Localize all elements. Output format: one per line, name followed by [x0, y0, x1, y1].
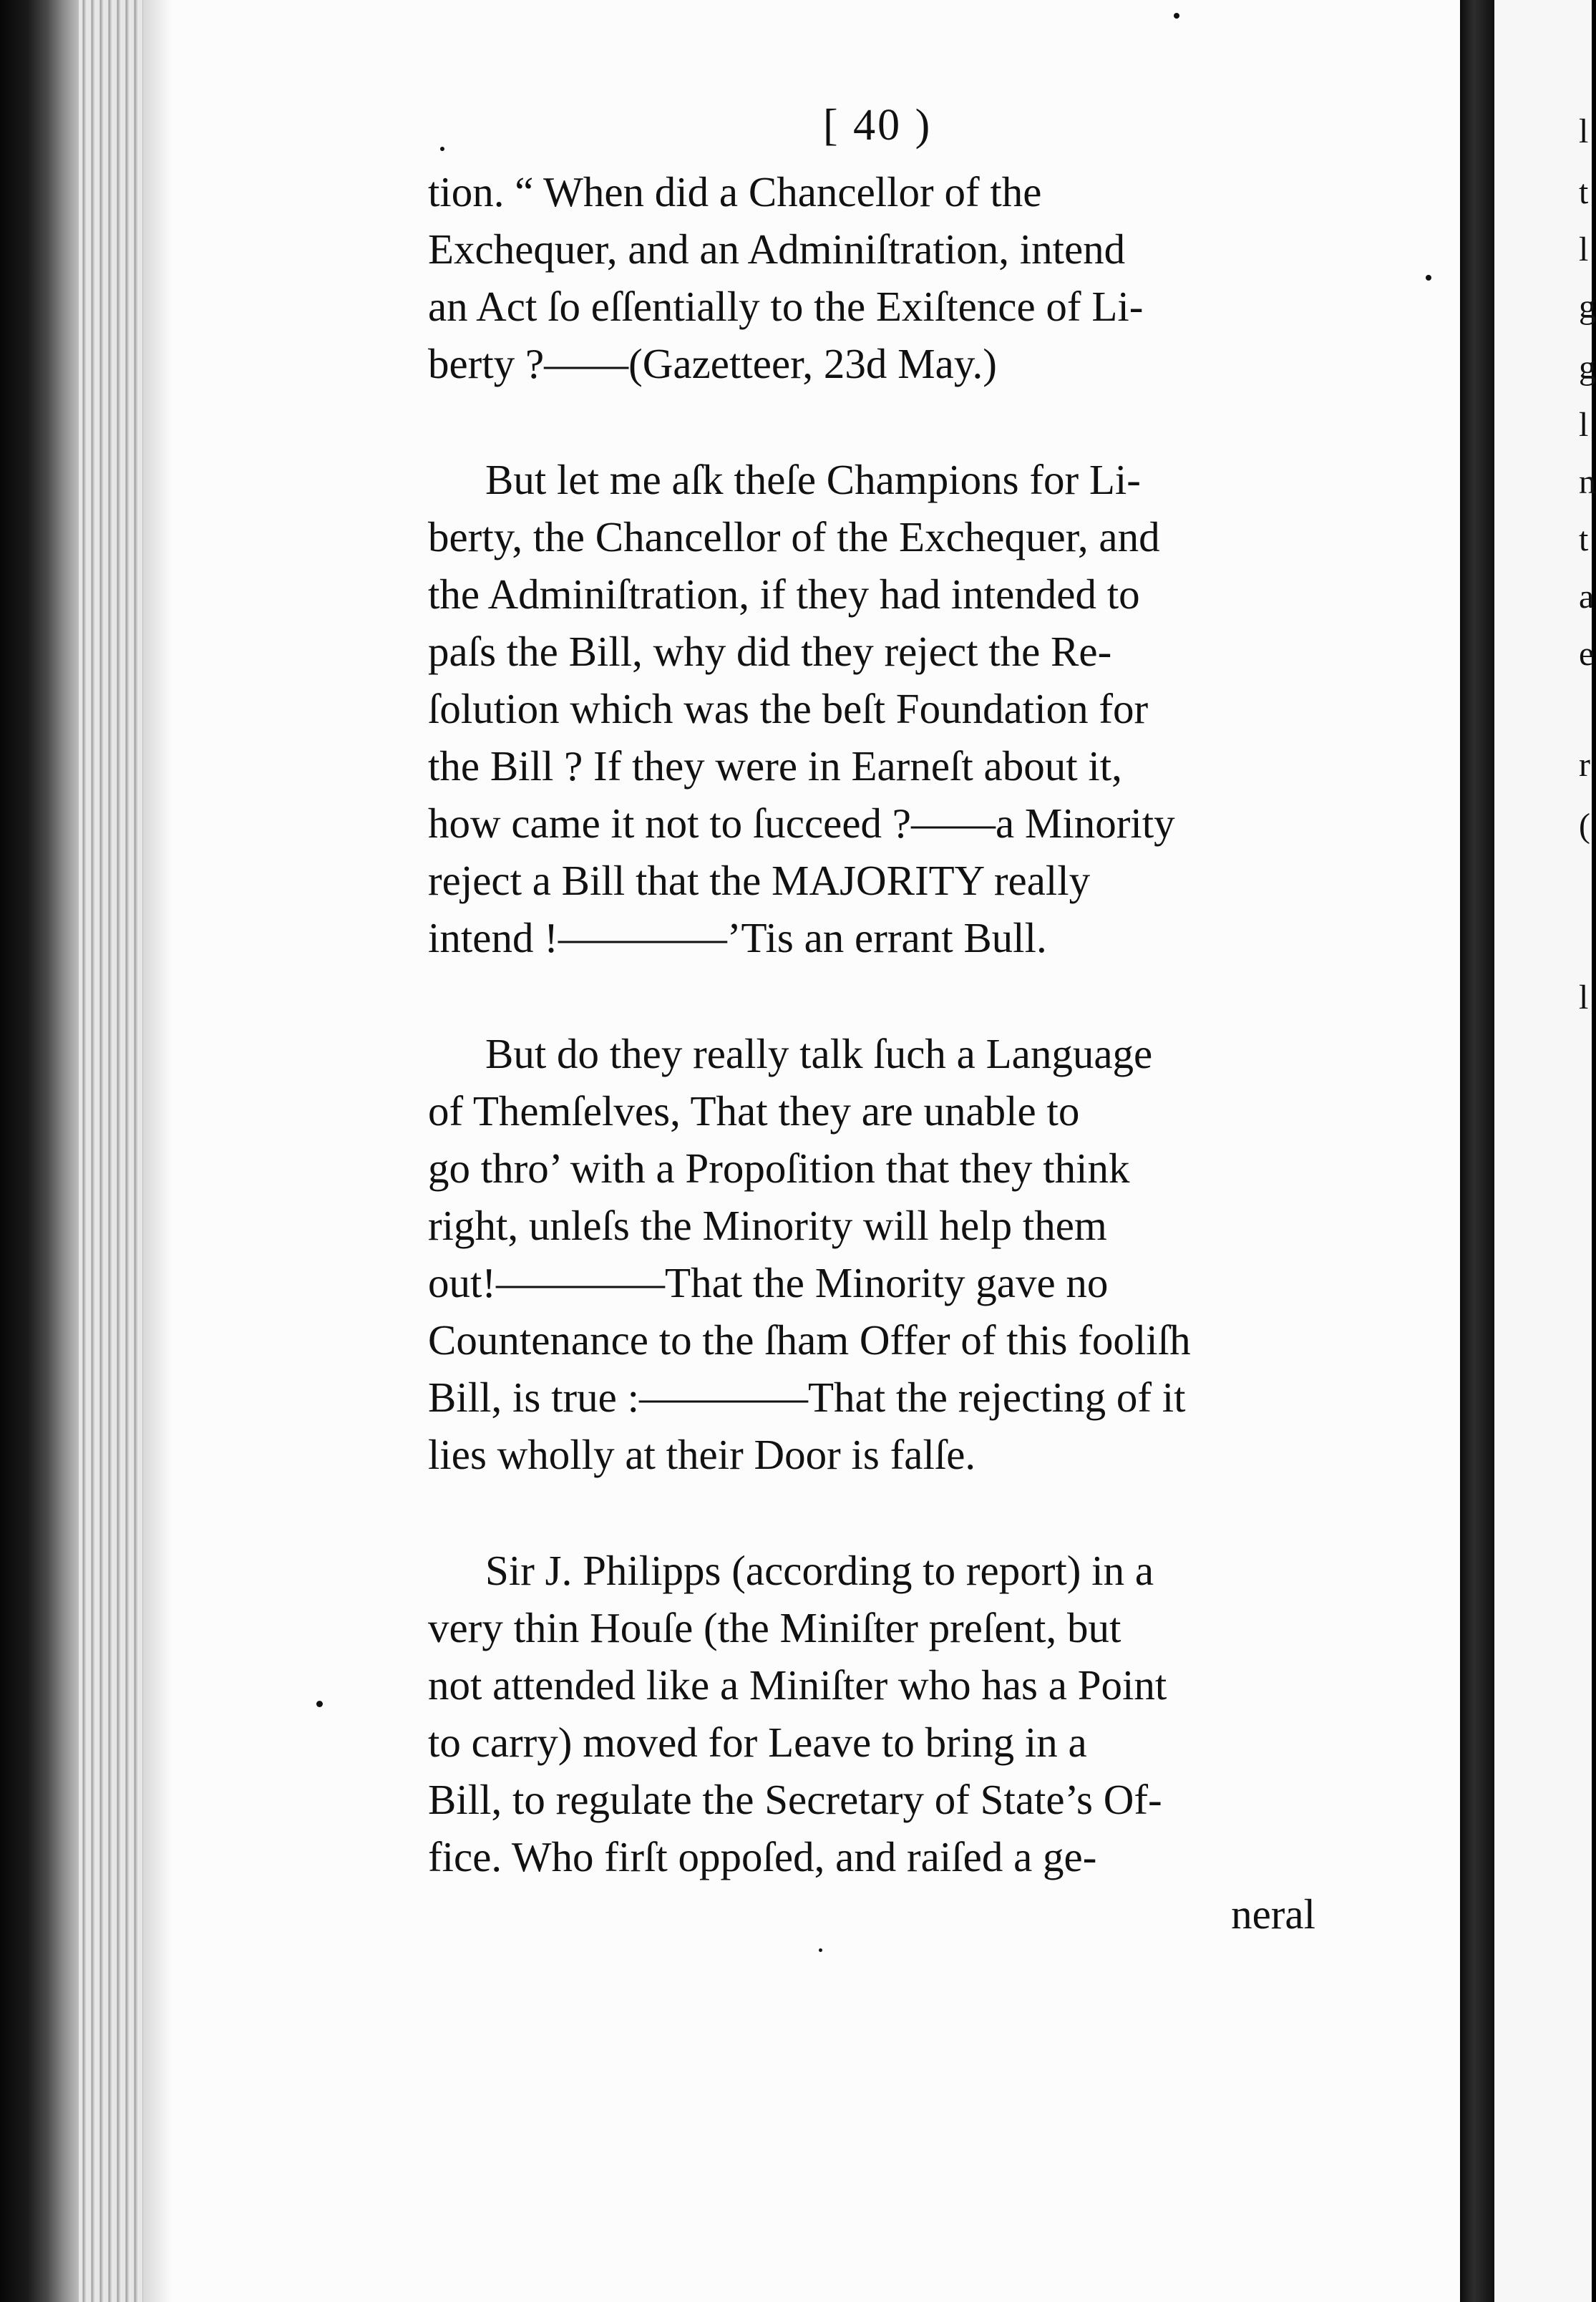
adjacent-page-letter: n — [1579, 463, 1596, 501]
adjacent-page-letter: e — [1579, 635, 1595, 673]
book-binding-edge — [0, 0, 79, 2302]
text-line: right, unleſs the Minority will help them — [428, 1202, 1107, 1249]
text-line: berty, the Chancellor of the Exchequer, and — [428, 513, 1160, 560]
ink-speck — [316, 1701, 323, 1707]
text-line: to carry) moved for Leave to bring in a — [428, 1719, 1087, 1766]
page-separation-shadow — [1460, 0, 1494, 2302]
text-line: the Bill ? If they were in Earneſt about it, — [428, 742, 1122, 790]
adjacent-page-letter: l — [1579, 230, 1589, 268]
text-line: reject a Bill that the MAJORITY really — [428, 857, 1091, 904]
gutter-shadow — [143, 0, 172, 2302]
adjacent-page-letter: g — [1579, 349, 1596, 387]
text-line: paſs the Bill, why did they reject the Re- — [428, 628, 1112, 675]
adjacent-page-letter: l — [1579, 406, 1589, 444]
ink-speck — [440, 147, 444, 151]
adjacent-page-letter: l — [1579, 112, 1589, 150]
adjacent-page-letter: a — [1579, 578, 1595, 616]
text-line: But do they really talk ſuch a Language — [485, 1030, 1153, 1077]
text-line: But let me aſk theſe Champions for Li- — [485, 456, 1141, 503]
text-line: Sir J. Philipps (according to report) in a — [485, 1547, 1154, 1594]
catchword: neral — [1231, 1890, 1315, 1938]
adjacent-page-letter: t — [1579, 173, 1589, 211]
ink-speck — [1426, 275, 1431, 281]
text-line: ſolution which was the beſt Foundation for — [428, 685, 1149, 732]
ink-speck — [1174, 13, 1179, 19]
text-line: an Act ſo eſſentially to the Exiſtence of Li- — [428, 283, 1144, 330]
text-line: of Themſelves, That they are unable to — [428, 1087, 1080, 1135]
text-line: intend !————’Tis an errant Bull. — [428, 914, 1047, 961]
text-line: the Adminiſtration, if they had intended to — [428, 570, 1140, 618]
text-line: Bill, to regulate the Secretary of State’s Of- — [428, 1776, 1162, 1823]
page-stack-edges — [79, 0, 143, 2302]
adjacent-page-letter: g — [1579, 288, 1596, 326]
ink-speck — [819, 1948, 822, 1952]
page-number: [ 40 ) — [823, 101, 933, 150]
text-line: berty ?——(Gazetteer, 23d May.) — [428, 340, 997, 387]
paragraph-2 — [428, 451, 1315, 966]
text-line: how came it not to ſucceed ?——a Minority — [428, 800, 1175, 847]
text-line: very thin Houſe (the Miniſter preſent, but — [428, 1604, 1121, 1651]
text-line: Bill, is true :————That the rejecting of it — [428, 1374, 1186, 1421]
paragraph-1 — [428, 163, 1315, 392]
text-line: lies wholly at their Door is falſe. — [428, 1431, 976, 1478]
adjacent-page-letter: l — [1579, 978, 1589, 1016]
text-line: out!————That the Minority gave no — [428, 1259, 1109, 1306]
adjacent-page-letter: r — [1579, 746, 1590, 784]
adjacent-page-letter: t — [1579, 520, 1589, 558]
adjacent-page-letter: ( — [1579, 807, 1590, 845]
paragraph-4 — [428, 1542, 1315, 1885]
adjacent-page — [1494, 0, 1596, 2302]
text-line: Exchequer, and an Adminiſtration, intend — [428, 225, 1126, 273]
text-line: go thro’ with a Propoſition that they think — [428, 1145, 1130, 1192]
text-line: fice. Who firſt oppoſed, and raiſed a ge- — [428, 1833, 1097, 1880]
text-line: Countenance to the ſham Offer of this fooliſh — [428, 1316, 1191, 1364]
paragraph-3 — [428, 1025, 1315, 1483]
page-body — [428, 163, 1315, 1943]
text-line: tion. “ When did a Chancellor of the — [428, 168, 1042, 215]
text-line: not attended like a Miniſter who has a Point — [428, 1661, 1167, 1709]
